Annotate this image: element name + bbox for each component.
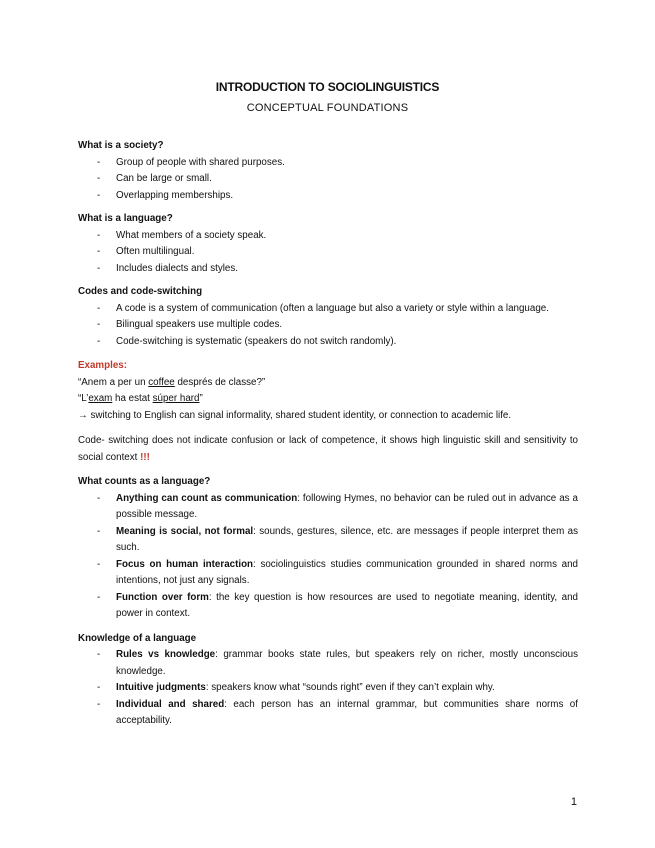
dash-bullet: - xyxy=(97,682,101,693)
dash-bullet: - xyxy=(97,246,101,257)
list-item xyxy=(78,317,578,334)
dash-bullet: - xyxy=(97,302,101,314)
dash-bullet: - xyxy=(97,335,101,347)
list-item-term: Meaning is social, not formal xyxy=(116,525,254,537)
list-item xyxy=(78,647,578,680)
dash-bullet: - xyxy=(97,591,101,603)
example-text: ” xyxy=(199,393,203,404)
bullet-list xyxy=(78,301,578,351)
list-item xyxy=(78,188,578,205)
list-item-text: Group of people with shared purposes. xyxy=(116,156,285,168)
list-item-text: Bilingual speakers use multiple codes. xyxy=(116,319,283,330)
section-note xyxy=(78,433,578,466)
example-text: ha estat xyxy=(112,393,153,404)
example-text: “L’ xyxy=(78,393,89,404)
list-item xyxy=(78,590,578,623)
list-item-term: Individual and shared xyxy=(116,698,225,710)
list-item-text: Includes dialects and styles. xyxy=(116,262,238,274)
bullet-list xyxy=(78,228,578,278)
list-item-text: Can be large or small. xyxy=(116,173,212,184)
list-item-text: : following Hymes, no behavior can be ruled out in advance as a possible message. xyxy=(116,492,579,520)
dash-bullet: - xyxy=(97,698,101,710)
example-line xyxy=(78,375,578,392)
dash-bullet: - xyxy=(97,525,101,537)
bullet-list xyxy=(78,491,578,623)
dash-bullet: - xyxy=(97,319,101,330)
examples-heading: Examples: xyxy=(78,360,128,371)
list-item-term: Rules vs knowledge xyxy=(116,649,216,660)
dash-bullet: - xyxy=(97,156,101,168)
list-item xyxy=(78,334,578,351)
list-item-text: : sociolinguistics studies communication grounded in shared norms and intentions, not just any signals. xyxy=(116,558,578,586)
dash-bullet: - xyxy=(97,189,101,201)
note-emphasis: !!! xyxy=(140,451,150,463)
section-what-counts xyxy=(78,474,578,623)
list-item xyxy=(78,557,578,590)
dash-bullet: - xyxy=(97,492,101,504)
list-item-text: Overlapping memberships. xyxy=(116,189,234,201)
dash-bullet: - xyxy=(97,173,101,184)
example-explanation: → switching to English can signal informality, shared student identity, or connection to academic life. xyxy=(78,409,512,421)
list-item xyxy=(78,171,578,188)
dash-bullet: - xyxy=(97,229,101,241)
list-item-term: Focus on human interaction xyxy=(116,558,254,570)
note-paragraph xyxy=(78,433,578,466)
section-language xyxy=(78,211,578,277)
section-heading: What is a society? xyxy=(78,140,164,151)
list-item-text: A code is a system of communication (often a language but also a variety or style within a language. xyxy=(116,302,549,314)
dash-bullet: - xyxy=(97,649,101,660)
dash-bullet: - xyxy=(97,262,101,274)
section-examples xyxy=(78,358,578,424)
list-item xyxy=(78,155,578,172)
page-subtitle: CONCEPTUAL FOUNDATIONS xyxy=(246,102,409,114)
page-title: INTRODUCTION TO SOCIOLINGUISTICS xyxy=(215,80,440,94)
list-item xyxy=(78,491,578,524)
list-item-text: Often multilingual. xyxy=(116,246,195,257)
section-society xyxy=(78,138,578,204)
bullet-list xyxy=(78,647,578,730)
list-item-text: Code-switching is systematic (speakers do not switch randomly). xyxy=(116,335,397,347)
example-underlined-word: súper hard xyxy=(152,393,200,404)
list-item xyxy=(78,697,578,730)
section-heading: What is a language? xyxy=(78,213,173,224)
list-item-term: Intuitive judgments xyxy=(116,682,206,693)
list-item xyxy=(78,524,578,557)
list-item xyxy=(78,244,578,261)
list-item-text: : speakers know what “sounds right” even if they can’t explain why. xyxy=(205,682,495,693)
bullet-list xyxy=(78,155,578,205)
document-body xyxy=(78,138,578,735)
list-item-text: What members of a society speak. xyxy=(116,229,267,241)
list-item xyxy=(78,261,578,278)
dash-bullet: - xyxy=(97,558,101,570)
note-text: Code- switching does not indicate confusion or lack of competence, it shows high linguistic skill and sensitivity to social context xyxy=(78,435,578,463)
list-item xyxy=(78,301,578,318)
section-heading: Codes and code-switching xyxy=(78,286,203,297)
section-heading: Knowledge of a language xyxy=(78,632,197,644)
list-item xyxy=(78,680,578,697)
list-item-text: : the key question is how resources are used to negotiate meaning, identity, and power in context. xyxy=(116,591,578,619)
list-item-term: Function over form xyxy=(116,591,209,603)
section-heading: What counts as a language? xyxy=(78,476,211,487)
example-underlined-word: exam xyxy=(88,393,113,404)
example-underlined-word: coffee xyxy=(148,376,175,388)
section-knowledge xyxy=(78,631,578,730)
example-text: després de classe?” xyxy=(174,376,266,388)
list-item-term: Anything can count as communication xyxy=(116,492,298,504)
example-text: “Anem a per un xyxy=(78,376,149,388)
list-item-text: : sounds, gestures, silence, etc. are messages if people interpret them as such. xyxy=(116,525,578,553)
list-item xyxy=(78,228,578,245)
list-item-text: : grammar books state rules, but speakers rely on richer, mostly unconscious knowledge. xyxy=(116,649,578,677)
section-codes xyxy=(78,284,578,350)
list-item-text: : each person has an internal grammar, but communities share norms of acceptability. xyxy=(116,698,578,726)
example-line xyxy=(78,391,578,408)
page-number: 1 xyxy=(570,796,577,808)
